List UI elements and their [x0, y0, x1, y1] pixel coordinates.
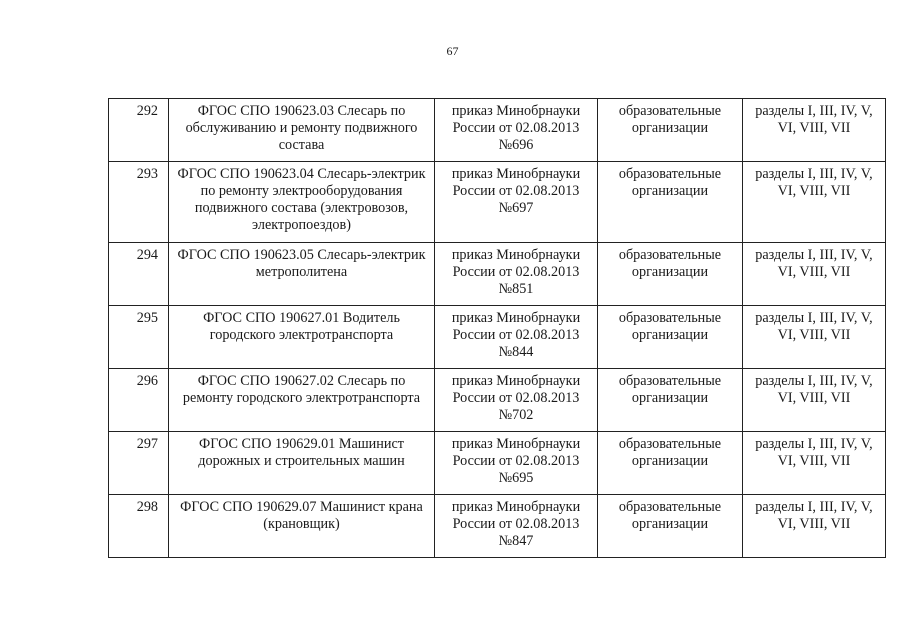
standard-cell: ФГОС СПО 190627.01 Водитель городского электротранспорта [169, 306, 435, 369]
sections-cell: разделы I, III, IV, V, VI, VIII, VII [743, 162, 886, 243]
subjects-cell: образовательные организации [598, 432, 743, 495]
order-cell: приказ Минобрнауки России от 02.08.2013 №695 [435, 432, 598, 495]
table-row [109, 99, 886, 162]
standard-cell: ФГОС СПО 190629.07 Машинист крана (крановщик) [169, 495, 435, 558]
order-cell: приказ Минобрнауки России от 02.08.2013 №847 [435, 495, 598, 558]
order-cell: приказ Минобрнауки России от 02.08.2013 №844 [435, 306, 598, 369]
standard-cell: ФГОС СПО 190623.05 Слесарь-электрик метрополитена [169, 243, 435, 306]
order-cell: приказ Минобрнауки России от 02.08.2013 №851 [435, 243, 598, 306]
row-number: 295 [109, 306, 169, 369]
sections-cell: разделы I, III, IV, V, VI, VIII, VII [743, 99, 886, 162]
subjects-cell: образовательные организации [598, 162, 743, 243]
registry-table [108, 98, 886, 558]
order-cell: приказ Минобрнауки России от 02.08.2013 №697 [435, 162, 598, 243]
standard-cell: ФГОС СПО 190623.04 Слесарь-электрик по ремонту электрооборудования подвижного состава (электровозов, электропоездов) [169, 162, 435, 243]
page-number: 67 [446, 44, 459, 58]
table-row [109, 369, 886, 432]
subjects-cell: образовательные организации [598, 495, 743, 558]
sections-cell: разделы I, III, IV, V, VI, VIII, VII [743, 243, 886, 306]
row-number: 293 [109, 162, 169, 243]
row-number: 297 [109, 432, 169, 495]
standard-cell: ФГОС СПО 190623.03 Слесарь по обслуживанию и ремонту подвижного состава [169, 99, 435, 162]
row-number: 296 [109, 369, 169, 432]
sections-cell: разделы I, III, IV, V, VI, VIII, VII [743, 432, 886, 495]
standard-cell: ФГОС СПО 190629.01 Машинист дорожных и строительных машин [169, 432, 435, 495]
order-cell: приказ Минобрнауки России от 02.08.2013 №702 [435, 369, 598, 432]
sections-cell: разделы I, III, IV, V, VI, VIII, VII [743, 495, 886, 558]
table-row [109, 432, 886, 495]
sections-cell: разделы I, III, IV, V, VI, VIII, VII [743, 369, 886, 432]
table-row [109, 243, 886, 306]
row-number: 298 [109, 495, 169, 558]
subjects-cell: образовательные организации [598, 243, 743, 306]
table-row [109, 162, 886, 243]
table-row [109, 306, 886, 369]
subjects-cell: образовательные организации [598, 99, 743, 162]
order-cell: приказ Минобрнауки России от 02.08.2013 №696 [435, 99, 598, 162]
standard-cell: ФГОС СПО 190627.02 Слесарь по ремонту городского электротранспорта [169, 369, 435, 432]
row-number: 292 [109, 99, 169, 162]
subjects-cell: образовательные организации [598, 306, 743, 369]
sections-cell: разделы I, III, IV, V, VI, VIII, VII [743, 306, 886, 369]
subjects-cell: образовательные организации [598, 369, 743, 432]
row-number: 294 [109, 243, 169, 306]
table-row [109, 495, 886, 558]
